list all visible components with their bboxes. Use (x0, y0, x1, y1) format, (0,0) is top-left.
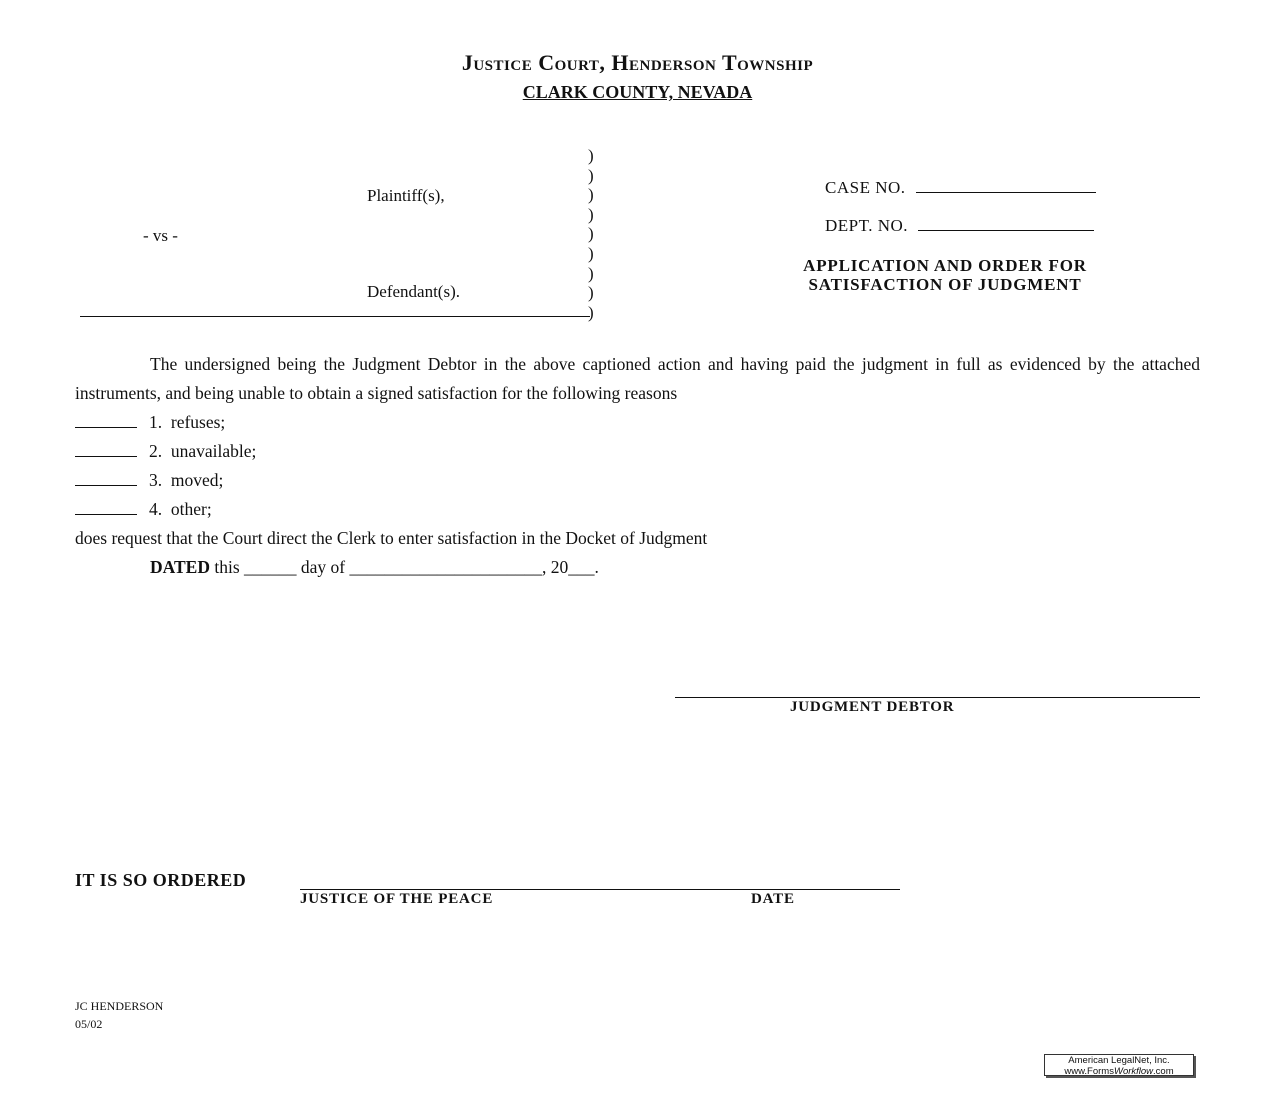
dated-year-field[interactable]: ___. (568, 557, 599, 577)
dated-this: this (214, 557, 240, 577)
reason-text: other; (170, 499, 212, 519)
dept-no-row (825, 216, 1094, 236)
reason-checkbox-line[interactable] (75, 438, 137, 457)
dated-day-of: day of (300, 557, 346, 577)
dated-day-field[interactable]: ______ (244, 557, 297, 577)
debtor-label: JUDGMENT DEBTOR (790, 699, 955, 715)
reason-item (75, 408, 1200, 437)
document-title (735, 256, 1155, 294)
caption-divider (80, 316, 590, 317)
justice-signature-line[interactable] (300, 889, 900, 890)
debtor-signature-line[interactable] (675, 697, 1200, 698)
dated-year-prefix: , 20 (542, 557, 569, 577)
vs-label: - vs - (143, 226, 178, 245)
reason-number: 4. (149, 499, 163, 519)
reason-checkbox-line[interactable] (75, 496, 137, 515)
form-id: JC HENDERSON (75, 999, 164, 1013)
defendant-label: Defendant(s). (367, 282, 460, 301)
body-section (75, 350, 1200, 582)
dated-month-field[interactable]: ______________________ (349, 557, 542, 577)
case-no-label: CASE NO. (825, 178, 906, 197)
request-sentence: does request that the Court direct the Clerk to enter satisfaction in the Docket of Judgment (75, 528, 708, 548)
paren: ) (588, 185, 594, 205)
reason-checkbox-line[interactable] (75, 409, 137, 428)
reason-text: unavailable; (170, 441, 257, 461)
reason-number: 1. (149, 412, 163, 432)
form-date: 05/02 (75, 1017, 103, 1031)
caption-parens (588, 146, 594, 322)
paren: ) (588, 165, 594, 185)
court-title: Justice Court, Henderson Township (461, 50, 814, 75)
badge-url (1048, 1067, 1190, 1078)
paren: ) (588, 224, 594, 244)
form-identifier (75, 997, 163, 1033)
reason-item (75, 495, 1200, 524)
paren: ) (588, 263, 594, 283)
reason-text: moved; (170, 470, 224, 490)
document-title-line2: SATISFACTION OF JUDGMENT (808, 275, 1082, 294)
ordered-label: IT IS SO ORDERED (75, 870, 247, 890)
county-title: CLARK COUNTY, NEVADA (522, 82, 753, 102)
dept-no-label: DEPT. NO. (825, 216, 909, 235)
document-title-line1: APPLICATION AND ORDER FOR (803, 256, 1087, 275)
paren: ) (588, 204, 594, 224)
case-no-field[interactable] (916, 178, 1096, 193)
reason-item (75, 437, 1200, 466)
reason-text: refuses; (170, 412, 226, 432)
publisher-badge (1044, 1054, 1194, 1076)
paren: ) (588, 283, 594, 303)
badge-company: American LegalNet, Inc. (1068, 1055, 1170, 1066)
paren: ) (588, 243, 594, 263)
paren: ) (588, 302, 594, 322)
badge-url-part: .com (1153, 1065, 1174, 1077)
plaintiff-label: Plaintiff(s), (367, 186, 445, 205)
justice-label: JUSTICE OF THE PEACE (300, 891, 494, 907)
badge-url-part: www.Forms (1064, 1065, 1114, 1077)
reason-number: 2. (149, 441, 163, 461)
reason-item (75, 466, 1200, 495)
reason-checkbox-line[interactable] (75, 467, 137, 486)
order-date-label: DATE (751, 891, 795, 907)
paren: ) (588, 146, 594, 165)
badge-url-part: Workflow (1113, 1065, 1154, 1077)
dated-line (75, 553, 1200, 582)
dept-no-field[interactable] (918, 216, 1094, 231)
dated-label: DATED (150, 557, 210, 577)
application-paragraph: The undersigned being the Judgment Debtor in the above captioned action and having paid the judgment in full as evidenced by the attached instruments, and being unable to obtain a signed satisfaction for the following reasons (75, 354, 1200, 403)
reason-number: 3. (149, 470, 163, 490)
case-no-row (825, 178, 1096, 198)
